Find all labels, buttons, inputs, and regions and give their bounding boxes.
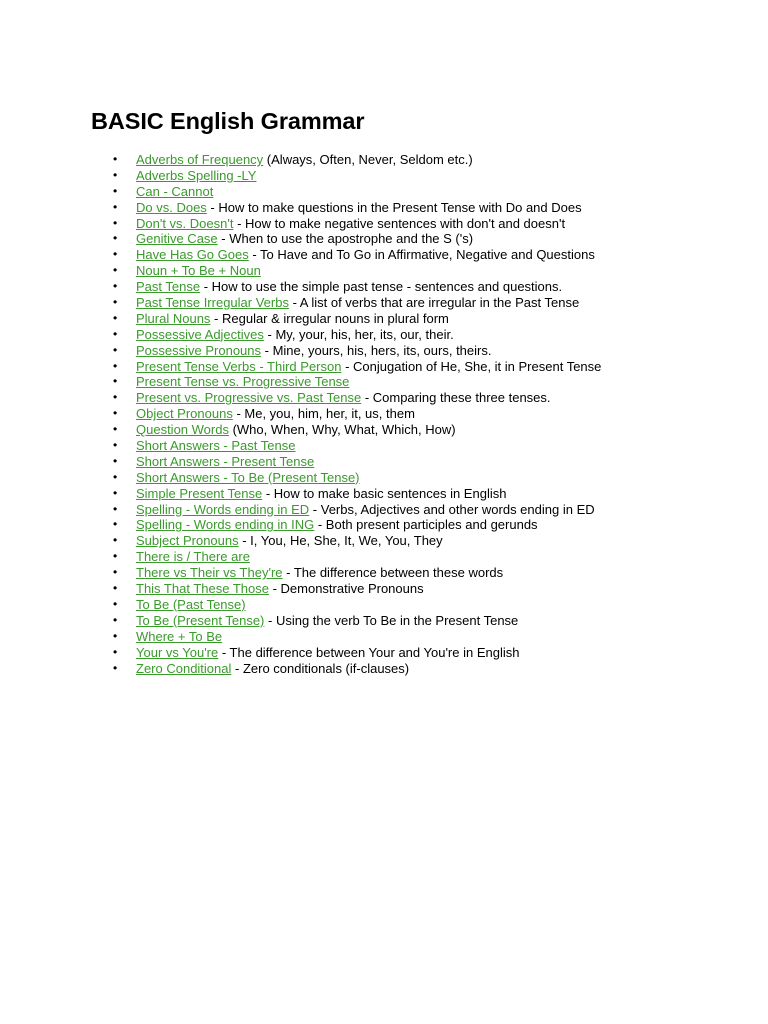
topic-link[interactable]: Simple Present Tense (136, 485, 263, 501)
bullet-icon: • (113, 438, 118, 453)
bullet-icon: • (113, 644, 118, 659)
bullet-icon: • (113, 565, 118, 580)
list-item (0, 406, 601, 422)
bullet-icon: • (113, 596, 118, 611)
list-item (0, 565, 601, 581)
topic-link[interactable]: Spelling - Words ending in ED (136, 501, 310, 517)
list-item (0, 279, 601, 295)
bullet-icon: • (113, 485, 118, 500)
bullet-icon: • (113, 247, 118, 262)
bullet-icon: • (113, 263, 118, 278)
topic-link[interactable]: To Be (Past Tense) (136, 596, 246, 612)
bullet-icon: • (113, 342, 118, 357)
topic-link[interactable]: There vs Their vs They're (136, 565, 283, 581)
list-item (0, 533, 601, 549)
list-item (0, 390, 601, 406)
bullet-icon: • (113, 406, 118, 421)
list-item (0, 613, 601, 629)
topic-link[interactable]: This That These Those (136, 581, 269, 597)
topic-list (0, 152, 601, 676)
list-item (0, 231, 601, 247)
list-item (0, 343, 601, 359)
topic-link[interactable]: Present Tense Verbs - Third Person (136, 358, 342, 374)
bullet-icon: • (113, 581, 118, 596)
topic-description: - Demonstrative Pronouns (268, 581, 424, 597)
bullet-icon: • (113, 295, 118, 310)
topic-description: - To Have and To Go in Affirmative, Negative and Questions (248, 247, 595, 263)
topic-description: - How to make negative sentences with don't and doesn't (233, 215, 566, 231)
bullet-icon: • (113, 310, 118, 325)
topic-link[interactable]: Possessive Adjectives (136, 326, 264, 342)
list-item (0, 486, 601, 502)
list-item (0, 327, 601, 343)
topic-link[interactable]: Plural Nouns (136, 310, 211, 326)
list-item (0, 629, 601, 645)
list-item (0, 549, 601, 565)
topic-link[interactable]: Genitive Case (136, 231, 218, 247)
topic-description: - How to make questions in the Present Tense with Do and Does (206, 199, 582, 215)
topic-link[interactable]: Object Pronouns (136, 406, 233, 422)
topic-link[interactable]: Present vs. Progressive vs. Past Tense (136, 390, 362, 406)
topic-description: - Zero conditionals (if-clauses) (231, 660, 410, 676)
list-item (0, 502, 601, 518)
list-item (0, 184, 601, 200)
topic-link[interactable]: Have Has Go Goes (136, 247, 249, 263)
list-item (0, 263, 601, 279)
bullet-icon: • (113, 422, 118, 437)
topic-link[interactable]: Where + To Be (136, 628, 223, 644)
bullet-icon: • (113, 374, 118, 389)
topic-link[interactable]: Noun + To Be + Noun (136, 263, 261, 279)
list-item (0, 470, 601, 486)
topic-description: - Me, you, him, her, it, us, them (232, 406, 415, 422)
topic-link[interactable]: Past Tense Irregular Verbs (136, 295, 289, 311)
list-item (0, 247, 601, 263)
list-item (0, 311, 601, 327)
topic-link[interactable]: Short Answers - Present Tense (136, 453, 315, 469)
list-item (0, 374, 601, 390)
topic-description: - A list of verbs that are irregular in the Past Tense (288, 295, 580, 311)
topic-description: - Both present participles and gerunds (314, 517, 538, 533)
topic-description: - Comparing these three tenses. (361, 390, 551, 406)
topic-link[interactable]: Short Answers - To Be (Present Tense) (136, 469, 360, 485)
topic-link[interactable]: Spelling - Words ending in ING (136, 517, 315, 533)
topic-link[interactable]: Adverbs Spelling -LY (136, 167, 257, 183)
list-item (0, 152, 601, 168)
bullet-icon: • (113, 183, 118, 198)
topic-link[interactable]: Don't vs. Doesn't (136, 215, 234, 231)
list-item (0, 517, 601, 533)
topic-link[interactable]: Zero Conditional (136, 660, 232, 676)
list-item (0, 581, 601, 597)
page-title: BASIC English Grammar (91, 108, 365, 134)
topic-description: - The difference between these words (282, 565, 504, 581)
bullet-icon: • (113, 612, 118, 627)
bullet-icon: • (113, 152, 118, 166)
bullet-icon: • (113, 326, 118, 341)
topic-description: - Mine, yours, his, hers, its, ours, theirs. (261, 342, 492, 358)
bullet-icon: • (113, 469, 118, 484)
list-item (0, 597, 601, 613)
topic-description: - My, your, his, her, its, our, their. (263, 326, 454, 342)
bullet-icon: • (113, 660, 118, 675)
list-item (0, 661, 601, 677)
list-item (0, 295, 601, 311)
bullet-icon: • (113, 517, 118, 532)
topic-description: - How to make basic sentences in English (262, 485, 507, 501)
bullet-icon: • (113, 358, 118, 373)
topic-link[interactable]: To Be (Present Tense) (136, 612, 265, 628)
list-item (0, 438, 601, 454)
topic-link[interactable]: Possessive Pronouns (136, 342, 262, 358)
topic-description: - When to use the apostrophe and the S ('s) (217, 231, 474, 247)
topic-description: - Regular & irregular nouns in plural form (210, 310, 449, 326)
topic-link[interactable]: Short Answers - Past Tense (136, 438, 296, 454)
bullet-icon: • (113, 501, 118, 516)
topic-description: (Always, Often, Never, Seldom etc.) (263, 152, 473, 167)
topic-link[interactable]: Your vs You're (136, 644, 219, 660)
topic-description: - The difference between Your and You're in English (218, 644, 520, 660)
topic-link[interactable]: Subject Pronouns (136, 533, 239, 549)
topic-description: - Conjugation of He, She, it in Present Tense (341, 358, 602, 374)
bullet-icon: • (113, 167, 118, 182)
list-item (0, 454, 601, 470)
bullet-icon: • (113, 453, 118, 468)
list-item (0, 168, 601, 184)
topic-description: - I, You, He, She, It, We, You, They (238, 533, 443, 549)
bullet-icon: • (113, 199, 118, 214)
topic-link[interactable]: Do vs. Does (136, 199, 207, 215)
topic-description: - Verbs, Adjectives and other words ending in ED (309, 501, 595, 517)
topic-description: - How to use the simple past tense - sentences and questions. (200, 279, 563, 295)
list-item (0, 216, 601, 232)
topic-link[interactable]: Past Tense (136, 279, 201, 295)
list-item (0, 200, 601, 216)
list-item (0, 645, 601, 661)
bullet-icon: • (113, 279, 118, 294)
topic-description: - Using the verb To Be in the Present Tense (264, 612, 519, 628)
bullet-icon: • (113, 390, 118, 405)
bullet-icon: • (113, 628, 118, 643)
list-item (0, 422, 601, 438)
topic-link[interactable]: There is / There are (136, 549, 250, 565)
bullet-icon: • (113, 533, 118, 548)
list-item (0, 359, 601, 375)
topic-description: (Who, When, Why, What, Which, How) (228, 422, 456, 438)
topic-link[interactable]: Question Words (136, 422, 229, 438)
topic-link[interactable]: Present Tense vs. Progressive Tense (136, 374, 350, 390)
topic-link[interactable]: Can - Cannot (136, 183, 214, 199)
topic-link[interactable]: Adverbs of Frequency (136, 152, 264, 167)
bullet-icon: • (113, 215, 118, 230)
bullet-icon: • (113, 231, 118, 246)
bullet-icon: • (113, 549, 118, 564)
